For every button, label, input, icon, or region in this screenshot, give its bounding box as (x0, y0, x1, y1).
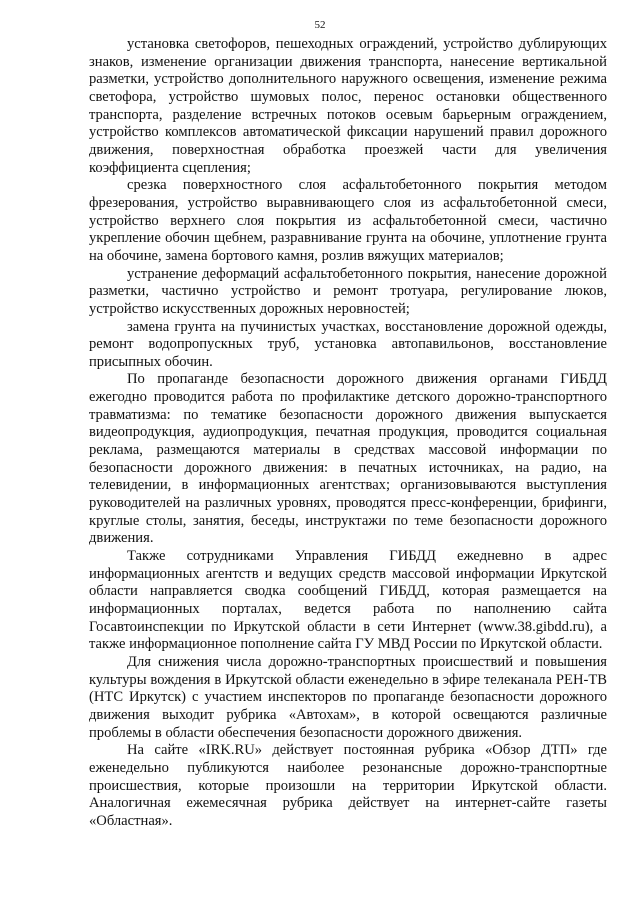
paragraph-pavement-milling: срезка поверхностного слоя асфальтобетонного покрытия методом фрезерования, устройство выравнивающего слоя из асфальтобетонной смеси, устройство верхнего слоя покрытия из асфальтобетонной смеси, частично укрепление обочин щебнем, разравнивание грунта на обочине, уплотнение грунта на обочине, замена бортового камня, розлив вяжущих материалов; (89, 177, 607, 264)
paragraph-gibdd-information: Также сотрудниками Управления ГИБДД ежедневно в адрес информационных агентств и ведущих средств массовой информации Иркутской области направляется сводка сообщений ГИБДД, которая размещается на информационных порталах, ведется работа по наполнению сайта Госавтоинспекции по Иркутской области в сети Интернет (www.38.gibdd.ru), а также информационное пополнение сайта ГУ МВД России по Иркутской области. (89, 548, 607, 653)
paragraph-traffic-measures: установка светофоров, пешеходных ограждений, устройство дублирующих знаков, изменение организации движения транспорта, нанесение вертикальной разметки, устройство дополнительного наружного освещения, изменение режима светофора, устройство шумовых полос, перенос остановки общественного транспорта, разделение встречных потоков осевым барьерным ограждением, устройство комплексов автоматической фиксации нарушений правил дорожного движения, поверхностная обработка проезжей части для увеличения коэффициента сцепления; (89, 36, 607, 176)
paragraph-soil-replacement: замена грунта на пучинистых участках, восстановление дорожной одежды, ремонт водопропускных труб, установка автопавильонов, восстановление присыпных обочин. (89, 318, 607, 370)
document-body (89, 36, 607, 831)
paragraph-deformation-repair: устранение деформаций асфальтобетонного покрытия, нанесение дорожной разметки, частично устройство и ремонт тротуара, регулирование люков, устройство искусственных дорожных неровностей; (89, 265, 607, 317)
paragraph-ren-tv-program: Для снижения числа дорожно-транспортных происшествий и повышения культуры вождения в Иркутской области еженедельно в эфире телеканала РЕН-ТВ (НТС Иркутск) с участием инспекторов по пропаганде безопасности дорожного движения выходит рубрика «Автохам», в которой освещаются различные проблемы в области обеспечения безопасности дорожного движения. (89, 653, 607, 741)
paragraph-safety-propaganda: По пропаганде безопасности дорожного движения органами ГИБДД ежегодно проводится работа по профилактике детского дорожно-транспортного травматизма: по тематике безопасности дорожного движения выпускается видеопродукция, аудиопродукция, печатная продукция, проводится социальная реклама, размещаются материалы в средствах массовой информации по безопасности дорожного движения: в печатных источниках, на радио, на телевидении, в информационных агентствах; организовываются выступления руководителей на различных уровнях, проводятся пресс-конференции, брифинги, круглые столы, занятия, беседы, инструктажи по теме безопасности дорожного движения. (89, 371, 607, 547)
paragraph-irk-ru-rubric: На сайте «IRK.RU» действует постоянная рубрика «Обзор ДТП» где еженедельно публикуются наиболее резонансные дорожно-транспортные происшествия, которые произошли на территории Иркутской области. Аналогичная ежемесячная рубрика действует на интернет-сайте газеты «Областная». (89, 742, 607, 829)
page-number: 52 (314, 19, 326, 31)
